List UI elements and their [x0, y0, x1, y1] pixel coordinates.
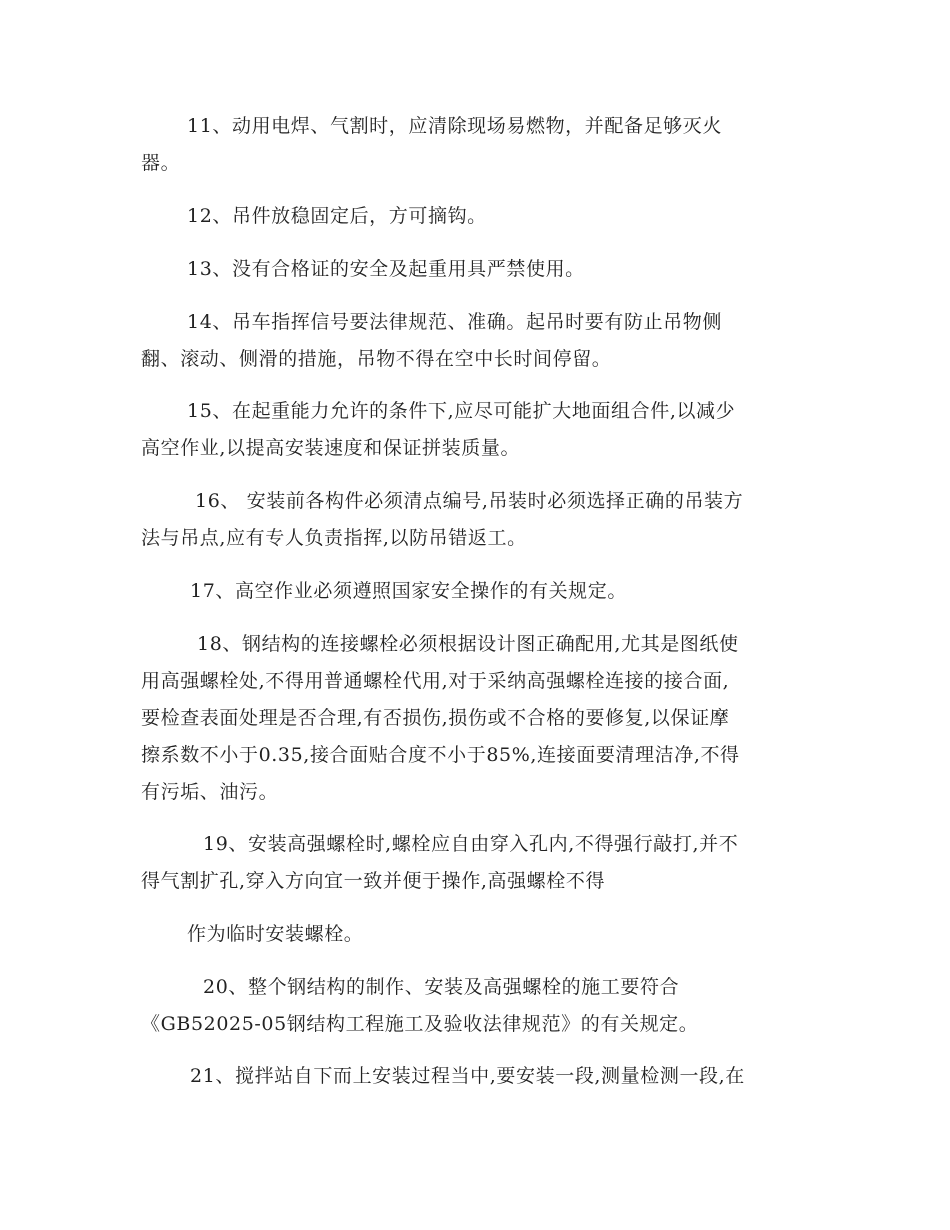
text-line: 17、高空作业必须遵照国家安全操作的有关规定。: [190, 580, 627, 602]
text-line: 13、没有合格证的安全及起重用具严禁使用。: [187, 258, 585, 280]
text-line: 14、吊车指挥信号要法律规范、准确。起吊时要有防止吊物侧: [187, 311, 722, 333]
text-line: 16、 安装前各构件必须清点编号,吊装时必须选择正确的吊装方: [195, 490, 744, 512]
text-line: 15、在起重能力允许的条件下,应尽可能扩大地面组合件,以减少: [187, 400, 736, 422]
text-line: 18、钢结构的连接螺栓必须根据设计图正确配用,尤其是图纸使: [197, 633, 739, 655]
text-line: 擦系数不小于0.35,接合面贴合度不小于85%,连接面要清理洁净,不得: [141, 744, 740, 766]
text-line: 用高强螺栓处,不得用普通螺栓代用,对于采纳高强螺栓连接的接合面,: [141, 670, 730, 692]
text-line: 19、安装高强螺栓时,螺栓应自由穿入孔内,不得强行敲打,并不: [203, 833, 739, 855]
text-line: 要检查表面处理是否合理,有否损伤,损伤或不合格的要修复,以保证摩: [141, 707, 730, 729]
text-line: 高空作业,以提高安装速度和保证拼装质量。: [141, 437, 521, 459]
text-line: 12、吊件放稳固定后，方可摘钩。: [187, 205, 487, 227]
text-line: 《GB52025-05钢结构工程施工及验收法律规范》的有关规定。: [141, 1013, 699, 1035]
text-line: 11、动用电焊、气割时，应清除现场易燃物，并配备足够灭火: [187, 115, 722, 137]
text-line: 20、整个钢结构的制作、安装及高强螺栓的施工要符合: [203, 976, 680, 998]
text-line: 作为临时安装螺栓。: [187, 923, 364, 945]
text-line: 21、搅拌站自下而上安装过程当中,要安装一段,测量检测一段,在: [190, 1065, 745, 1087]
text-line: 得气割扩孔,穿入方向宜一致并便于操作,高强螺栓不得: [141, 870, 606, 892]
text-line: 器。: [141, 152, 181, 174]
text-line: 翻、滚动、侧滑的措施，吊物不得在空中长时间停留。: [141, 348, 612, 370]
text-line: 有污垢、油污。: [141, 781, 279, 803]
text-line: 法与吊点,应有专人负责指挥,以防吊错返工。: [141, 527, 527, 549]
